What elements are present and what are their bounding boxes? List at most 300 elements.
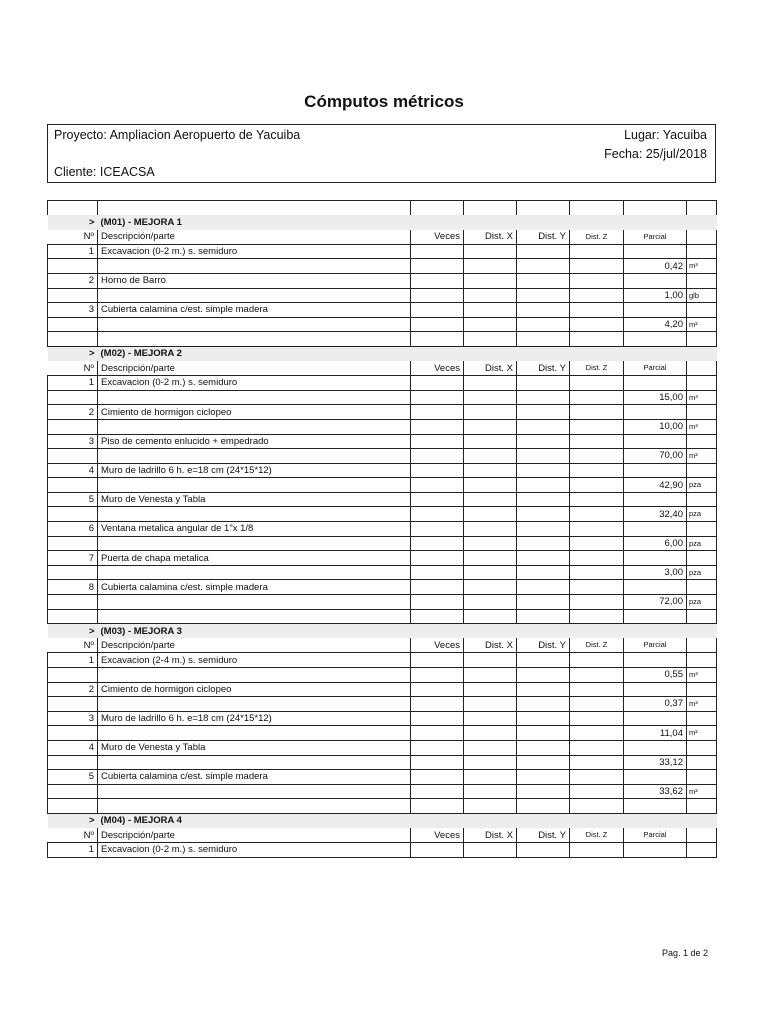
empty-cell bbox=[570, 770, 624, 785]
column-header-row bbox=[48, 828, 717, 843]
item-unit bbox=[687, 755, 717, 770]
empty-cell bbox=[517, 303, 570, 318]
empty-cell bbox=[517, 740, 570, 755]
empty-cell bbox=[624, 492, 687, 507]
empty-cell bbox=[687, 609, 717, 624]
empty-cell bbox=[687, 244, 717, 259]
item-number: 1 bbox=[48, 244, 98, 259]
empty-cell bbox=[624, 711, 687, 726]
empty-cell bbox=[570, 595, 624, 610]
item-row bbox=[48, 551, 717, 566]
empty-cell bbox=[687, 551, 717, 566]
empty-cell bbox=[570, 551, 624, 566]
item-total-row bbox=[48, 478, 717, 493]
empty-cell bbox=[464, 536, 517, 551]
col-parcial: Parcial bbox=[624, 361, 687, 376]
section-row bbox=[48, 215, 717, 230]
item-total-row bbox=[48, 668, 717, 683]
item-total-row bbox=[48, 317, 717, 332]
empty-cell bbox=[570, 419, 624, 434]
empty-cell bbox=[411, 259, 464, 274]
empty-cell bbox=[570, 711, 624, 726]
empty-cell bbox=[411, 522, 464, 537]
empty-cell bbox=[624, 551, 687, 566]
empty-cell bbox=[570, 434, 624, 449]
empty-cell bbox=[411, 419, 464, 434]
empty-cell bbox=[464, 843, 517, 858]
empty-cell bbox=[464, 478, 517, 493]
empty-cell bbox=[98, 609, 411, 624]
empty-cell bbox=[517, 259, 570, 274]
empty-cell bbox=[48, 799, 98, 814]
col-no: Nº bbox=[48, 638, 98, 653]
item-description: Muro de ladrillo 6 h. e=18 cm (24*15*12) bbox=[98, 463, 411, 478]
item-number: 1 bbox=[48, 376, 98, 391]
empty-cell bbox=[411, 478, 464, 493]
empty-cell bbox=[98, 478, 411, 493]
section-title: (M03) - MEJORA 3 bbox=[98, 624, 717, 639]
empty-cell bbox=[517, 201, 570, 216]
col-unit bbox=[687, 230, 717, 245]
empty-cell bbox=[517, 595, 570, 610]
empty-cell bbox=[48, 507, 98, 522]
empty-cell bbox=[687, 376, 717, 391]
empty-cell bbox=[48, 536, 98, 551]
empty-cell bbox=[570, 536, 624, 551]
col-unit bbox=[687, 361, 717, 376]
empty-cell bbox=[570, 507, 624, 522]
empty-cell bbox=[98, 419, 411, 434]
item-description: Cimiento de hormigon ciclopeo bbox=[98, 682, 411, 697]
section-row bbox=[48, 346, 717, 361]
empty-cell bbox=[517, 317, 570, 332]
col-desc: Descripción/parte bbox=[98, 828, 411, 843]
col-dist-z: Dist. Z bbox=[570, 638, 624, 653]
empty-cell bbox=[624, 201, 687, 216]
empty-cell bbox=[517, 697, 570, 712]
empty-cell bbox=[464, 580, 517, 595]
item-number: 2 bbox=[48, 273, 98, 288]
item-description: Muro de Venesta y Tabla bbox=[98, 740, 411, 755]
empty-cell bbox=[517, 551, 570, 566]
empty-cell bbox=[570, 317, 624, 332]
empty-cell bbox=[517, 609, 570, 624]
project-name: Proyecto: Ampliacion Aeropuerto de Yacuiba bbox=[54, 128, 301, 142]
empty-cell bbox=[98, 259, 411, 274]
computations-table bbox=[47, 200, 717, 858]
empty-cell bbox=[464, 595, 517, 610]
empty-cell bbox=[517, 682, 570, 697]
empty-cell bbox=[624, 434, 687, 449]
empty-cell bbox=[517, 711, 570, 726]
project-header-box bbox=[47, 124, 716, 183]
empty-cell bbox=[517, 332, 570, 347]
empty-cell bbox=[98, 449, 411, 464]
column-header-row bbox=[48, 361, 717, 376]
empty-cell bbox=[411, 201, 464, 216]
col-dist-x: Dist. X bbox=[464, 828, 517, 843]
empty-cell bbox=[464, 609, 517, 624]
item-unit: m² bbox=[687, 726, 717, 741]
empty-cell bbox=[624, 244, 687, 259]
item-total-row bbox=[48, 449, 717, 464]
empty-cell bbox=[48, 390, 98, 405]
empty-cell bbox=[48, 595, 98, 610]
item-number: 2 bbox=[48, 682, 98, 697]
empty-cell bbox=[687, 740, 717, 755]
empty-cell bbox=[48, 332, 98, 347]
empty-cell bbox=[411, 770, 464, 785]
empty-cell bbox=[411, 434, 464, 449]
empty-cell bbox=[624, 463, 687, 478]
empty-cell bbox=[687, 711, 717, 726]
empty-cell bbox=[570, 843, 624, 858]
empty-cell bbox=[570, 259, 624, 274]
empty-cell bbox=[48, 419, 98, 434]
empty-cell bbox=[411, 303, 464, 318]
empty-cell bbox=[517, 492, 570, 507]
col-unit bbox=[687, 638, 717, 653]
empty-cell bbox=[517, 478, 570, 493]
item-parcial: 3,00 bbox=[624, 565, 687, 580]
empty-cell bbox=[464, 668, 517, 683]
empty-cell bbox=[464, 259, 517, 274]
item-description: Cubierta calamina c/est. simple madera bbox=[98, 770, 411, 785]
empty-cell bbox=[48, 697, 98, 712]
item-parcial: 6,00 bbox=[624, 536, 687, 551]
item-parcial: 33,62 bbox=[624, 784, 687, 799]
project-client: Cliente: ICEACSA bbox=[54, 165, 155, 179]
empty-cell bbox=[517, 799, 570, 814]
item-total-row bbox=[48, 726, 717, 741]
empty-cell bbox=[464, 390, 517, 405]
empty-cell bbox=[411, 784, 464, 799]
empty-cell bbox=[517, 726, 570, 741]
empty-cell bbox=[464, 288, 517, 303]
item-row bbox=[48, 580, 717, 595]
empty-cell bbox=[464, 784, 517, 799]
empty-cell bbox=[687, 843, 717, 858]
empty-cell bbox=[464, 682, 517, 697]
empty-cell bbox=[48, 449, 98, 464]
item-total-row bbox=[48, 288, 717, 303]
empty-cell bbox=[464, 740, 517, 755]
empty-cell bbox=[517, 522, 570, 537]
item-number: 6 bbox=[48, 522, 98, 537]
item-unit: pza bbox=[687, 507, 717, 522]
item-row bbox=[48, 405, 717, 420]
section-title: (M04) - MEJORA 4 bbox=[98, 813, 717, 828]
empty-cell bbox=[98, 288, 411, 303]
col-no: Nº bbox=[48, 230, 98, 245]
column-header-row bbox=[48, 230, 717, 245]
item-row bbox=[48, 273, 717, 288]
empty-cell bbox=[687, 522, 717, 537]
item-description: Ventana metalica angular de 1"x 1/8 bbox=[98, 522, 411, 537]
empty-cell bbox=[687, 303, 717, 318]
page-title: Cómputos métricos bbox=[304, 92, 464, 111]
empty-cell bbox=[98, 390, 411, 405]
empty-cell bbox=[98, 726, 411, 741]
empty-cell bbox=[411, 376, 464, 391]
empty-cell bbox=[98, 799, 411, 814]
item-unit: glb bbox=[687, 288, 717, 303]
section-marker: > bbox=[48, 813, 98, 828]
empty-cell bbox=[411, 726, 464, 741]
empty-cell bbox=[464, 463, 517, 478]
empty-cell bbox=[411, 463, 464, 478]
empty-cell bbox=[411, 536, 464, 551]
empty-cell bbox=[570, 740, 624, 755]
item-unit: m³ bbox=[687, 668, 717, 683]
item-unit: m² bbox=[687, 317, 717, 332]
empty-cell bbox=[687, 273, 717, 288]
empty-cell bbox=[570, 609, 624, 624]
empty-cell bbox=[624, 653, 687, 668]
empty-cell bbox=[570, 332, 624, 347]
item-description: Excavacion (0-2 m.) s. semiduro bbox=[98, 376, 411, 391]
empty-cell bbox=[48, 755, 98, 770]
empty-cell bbox=[570, 390, 624, 405]
item-number: 4 bbox=[48, 463, 98, 478]
empty-cell bbox=[464, 419, 517, 434]
empty-cell bbox=[411, 492, 464, 507]
empty-cell bbox=[624, 303, 687, 318]
empty-cell bbox=[687, 682, 717, 697]
empty-cell bbox=[464, 273, 517, 288]
empty-cell bbox=[570, 799, 624, 814]
empty-cell bbox=[624, 843, 687, 858]
empty-cell bbox=[517, 434, 570, 449]
item-total-row bbox=[48, 419, 717, 434]
empty-cell bbox=[48, 478, 98, 493]
empty-cell bbox=[517, 536, 570, 551]
col-dist-y: Dist. Y bbox=[517, 361, 570, 376]
item-row bbox=[48, 682, 717, 697]
empty-cell bbox=[411, 697, 464, 712]
empty-cell bbox=[517, 405, 570, 420]
empty-cell bbox=[411, 682, 464, 697]
empty-cell bbox=[570, 492, 624, 507]
item-number: 2 bbox=[48, 405, 98, 420]
empty-cell bbox=[411, 799, 464, 814]
item-row bbox=[48, 492, 717, 507]
empty-cell bbox=[624, 332, 687, 347]
empty-cell bbox=[464, 376, 517, 391]
empty-cell bbox=[411, 668, 464, 683]
col-dist-z: Dist. Z bbox=[570, 828, 624, 843]
item-parcial: 70,00 bbox=[624, 449, 687, 464]
col-no: Nº bbox=[48, 361, 98, 376]
empty-cell bbox=[98, 201, 411, 216]
empty-cell bbox=[48, 565, 98, 580]
empty-cell bbox=[570, 682, 624, 697]
item-parcial: 10,00 bbox=[624, 419, 687, 434]
item-description: Puerta de chapa metalica bbox=[98, 551, 411, 566]
empty-cell bbox=[687, 405, 717, 420]
empty-cell bbox=[570, 376, 624, 391]
item-parcial: 33,12 bbox=[624, 755, 687, 770]
empty-cell bbox=[98, 784, 411, 799]
empty-cell bbox=[624, 273, 687, 288]
empty-cell bbox=[624, 405, 687, 420]
item-parcial: 15,00 bbox=[624, 390, 687, 405]
item-number: 1 bbox=[48, 843, 98, 858]
empty-cell bbox=[48, 201, 98, 216]
item-parcial: 32,40 bbox=[624, 507, 687, 522]
empty-cell bbox=[570, 697, 624, 712]
item-parcial: 72,00 bbox=[624, 595, 687, 610]
section-title: (M02) - MEJORA 2 bbox=[98, 346, 717, 361]
item-description: Cimiento de hormigon ciclopeo bbox=[98, 405, 411, 420]
col-dist-y: Dist. Y bbox=[517, 638, 570, 653]
empty-cell bbox=[464, 551, 517, 566]
empty-cell bbox=[464, 711, 517, 726]
empty-cell bbox=[411, 390, 464, 405]
empty-cell bbox=[411, 711, 464, 726]
item-unit: pza bbox=[687, 536, 717, 551]
empty-cell bbox=[570, 668, 624, 683]
col-veces: Veces bbox=[411, 828, 464, 843]
item-number: 4 bbox=[48, 740, 98, 755]
empty-cell bbox=[48, 317, 98, 332]
empty-cell bbox=[624, 376, 687, 391]
empty-cell bbox=[464, 799, 517, 814]
item-unit: pza bbox=[687, 565, 717, 580]
col-veces: Veces bbox=[411, 361, 464, 376]
empty-cell bbox=[98, 697, 411, 712]
project-date: Fecha: 25/jul/2018 bbox=[604, 147, 707, 161]
empty-cell bbox=[411, 405, 464, 420]
empty-cell bbox=[98, 595, 411, 610]
empty-cell bbox=[48, 288, 98, 303]
empty-cell bbox=[624, 770, 687, 785]
item-row bbox=[48, 303, 717, 318]
col-veces: Veces bbox=[411, 638, 464, 653]
item-row bbox=[48, 434, 717, 449]
empty-cell bbox=[464, 770, 517, 785]
section-row bbox=[48, 624, 717, 639]
empty-cell bbox=[570, 522, 624, 537]
empty-cell bbox=[411, 755, 464, 770]
empty-cell bbox=[517, 843, 570, 858]
col-dist-z: Dist. Z bbox=[570, 361, 624, 376]
empty-cell bbox=[687, 332, 717, 347]
section-marker: > bbox=[48, 624, 98, 639]
col-dist-y: Dist. Y bbox=[517, 828, 570, 843]
empty-cell bbox=[464, 244, 517, 259]
col-dist-x: Dist. X bbox=[464, 638, 517, 653]
section-marker: > bbox=[48, 215, 98, 230]
empty-cell bbox=[517, 463, 570, 478]
item-unit: pza bbox=[687, 478, 717, 493]
empty-row bbox=[48, 799, 717, 814]
item-description: Muro de Venesta y Tabla bbox=[98, 492, 411, 507]
item-description: Horno de Barro bbox=[98, 273, 411, 288]
item-unit: m² bbox=[687, 784, 717, 799]
empty-cell bbox=[570, 244, 624, 259]
item-number: 3 bbox=[48, 434, 98, 449]
empty-cell bbox=[517, 288, 570, 303]
empty-cell bbox=[570, 288, 624, 303]
item-number: 7 bbox=[48, 551, 98, 566]
item-total-row bbox=[48, 507, 717, 522]
item-parcial: 0,42 bbox=[624, 259, 687, 274]
empty-cell bbox=[687, 492, 717, 507]
item-number: 3 bbox=[48, 711, 98, 726]
empty-cell bbox=[464, 565, 517, 580]
item-total-row bbox=[48, 784, 717, 799]
empty-cell bbox=[517, 390, 570, 405]
empty-cell bbox=[464, 449, 517, 464]
empty-cell bbox=[570, 201, 624, 216]
item-row bbox=[48, 376, 717, 391]
item-description: Excavacion (0-2 m.) s. semiduro bbox=[98, 843, 411, 858]
col-desc: Descripción/parte bbox=[98, 638, 411, 653]
empty-cell bbox=[570, 784, 624, 799]
col-desc: Descripción/parte bbox=[98, 361, 411, 376]
empty-cell bbox=[411, 565, 464, 580]
item-number: 5 bbox=[48, 492, 98, 507]
empty-cell bbox=[48, 726, 98, 741]
empty-cell bbox=[624, 740, 687, 755]
item-number: 8 bbox=[48, 580, 98, 595]
empty-cell bbox=[517, 668, 570, 683]
empty-cell bbox=[517, 419, 570, 434]
item-total-row bbox=[48, 697, 717, 712]
empty-cell bbox=[98, 332, 411, 347]
empty-cell bbox=[411, 740, 464, 755]
empty-cell bbox=[517, 507, 570, 522]
empty-cell bbox=[411, 609, 464, 624]
empty-cell bbox=[464, 434, 517, 449]
empty-cell bbox=[517, 755, 570, 770]
empty-cell bbox=[624, 580, 687, 595]
empty-cell bbox=[687, 434, 717, 449]
col-no: Nº bbox=[48, 828, 98, 843]
project-place: Lugar: Yacuiba bbox=[624, 128, 707, 142]
empty-cell bbox=[464, 507, 517, 522]
empty-cell bbox=[687, 580, 717, 595]
empty-cell bbox=[687, 770, 717, 785]
empty-cell bbox=[411, 244, 464, 259]
empty-cell bbox=[570, 726, 624, 741]
empty-cell bbox=[687, 201, 717, 216]
item-total-row bbox=[48, 755, 717, 770]
item-row bbox=[48, 244, 717, 259]
empty-cell bbox=[411, 551, 464, 566]
empty-cell bbox=[464, 697, 517, 712]
empty-cell bbox=[464, 201, 517, 216]
item-row bbox=[48, 843, 717, 858]
empty-cell bbox=[411, 317, 464, 332]
item-parcial: 4,20 bbox=[624, 317, 687, 332]
empty-cell bbox=[98, 317, 411, 332]
empty-cell bbox=[570, 580, 624, 595]
item-description: Cubierta calamina c/est. simple madera bbox=[98, 303, 411, 318]
item-description: Muro de ladrillo 6 h. e=18 cm (24*15*12) bbox=[98, 711, 411, 726]
empty-cell bbox=[464, 522, 517, 537]
empty-cell bbox=[411, 843, 464, 858]
item-parcial: 0,55 bbox=[624, 668, 687, 683]
empty-cell bbox=[464, 755, 517, 770]
empty-cell bbox=[570, 755, 624, 770]
empty-cell bbox=[624, 682, 687, 697]
empty-cell bbox=[411, 273, 464, 288]
item-unit: pza bbox=[687, 595, 717, 610]
item-description: Cubierta calamina c/est. simple madera bbox=[98, 580, 411, 595]
item-total-row bbox=[48, 259, 717, 274]
